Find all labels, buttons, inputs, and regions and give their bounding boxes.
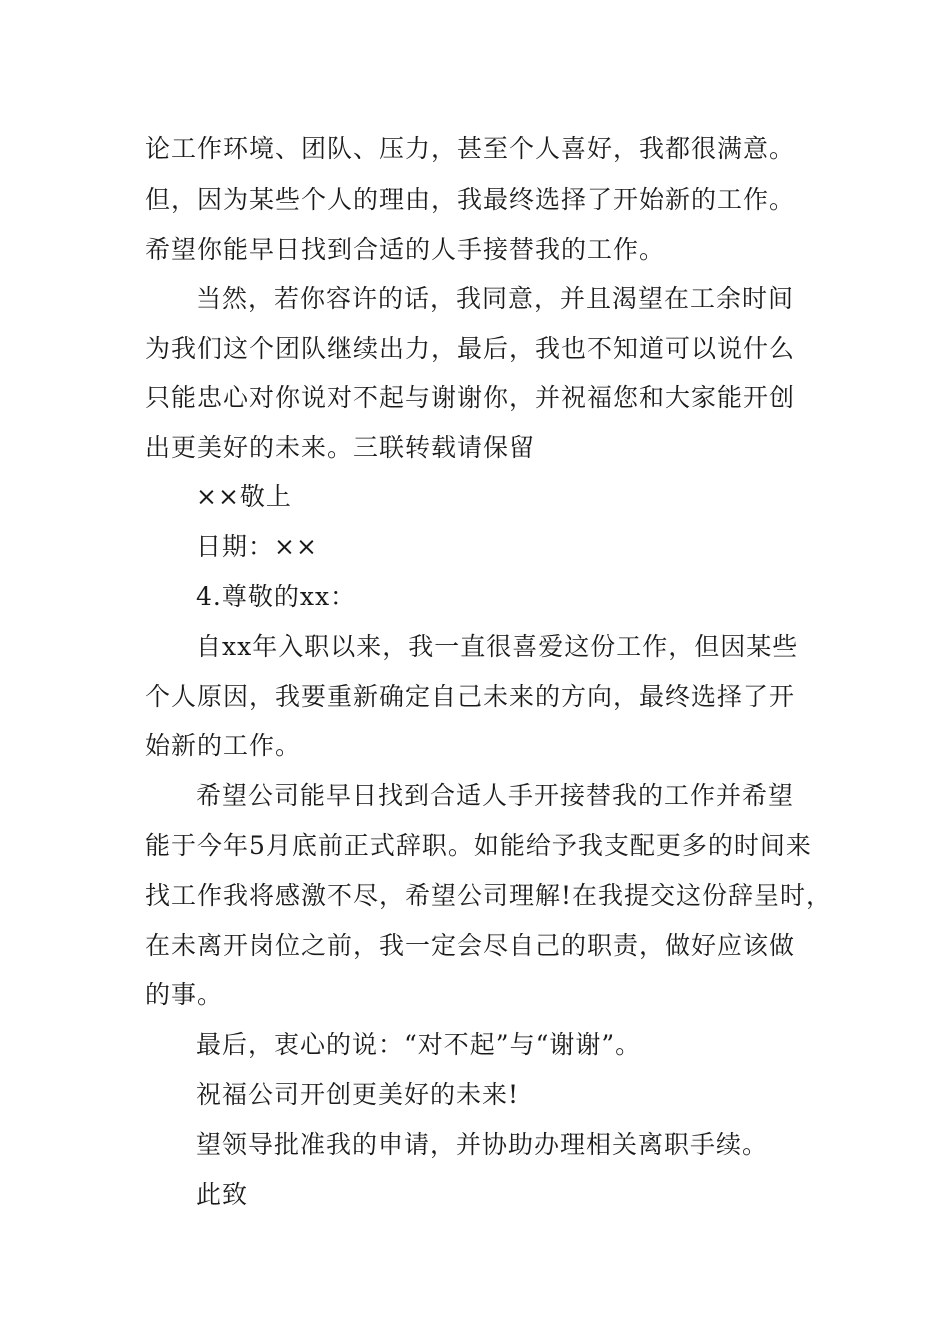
closing-line: 此致 (196, 1180, 249, 1209)
text-line: 的事。 (145, 980, 224, 1009)
text-line: 论工作环境、团队、压力，甚至个人喜好，我都很满意。 (145, 134, 796, 163)
text-line: 希望你能早日找到合适的人手接替我的工作。 (145, 235, 666, 264)
text-line: 最后，衷心的说：“对不起”与“谢谢”。 (196, 1030, 642, 1059)
text-line: 出更美好的未来。三联转载请保留 (145, 433, 536, 462)
text-line: 希望公司能早日找到合适人手开接替我的工作并希望 (196, 781, 795, 810)
text-line: 能于今年5月底前正式辞职。如能给予我支配更多的时间来 (145, 831, 812, 860)
signature-line: ××敬上 (196, 482, 292, 511)
text-line: 找工作我将感激不尽，希望公司理解!在我提交这份辞呈时， (145, 881, 833, 910)
text-line: 只能忠心对你说对不起与谢谢你，并祝福您和大家能开创 (145, 383, 796, 412)
section-heading: 4.尊敬的xx： (196, 582, 357, 611)
date-line: 日期：×× (196, 532, 318, 561)
text-line: 自xx年入职以来，我一直很喜爱这份工作，但因某些 (196, 632, 799, 661)
text-line: 但，因为某些个人的理由，我最终选择了开始新的工作。 (145, 185, 796, 214)
text-line: 当然，若你容许的话，我同意，并且渴望在工余时间 (196, 284, 795, 313)
text-line: 在未离开岗位之前，我一定会尽自己的职责，做好应该做 (145, 931, 796, 960)
text-line: 始新的工作。 (145, 731, 302, 760)
text-line: 个人原因，我要重新确定自己未来的方向，最终选择了开 (145, 682, 796, 711)
text-line: 祝福公司开创更美好的未来! (196, 1080, 520, 1109)
text-line: 为我们这个团队继续出力，最后，我也不知道可以说什么 (145, 334, 796, 363)
text-line: 望领导批准我的申请，并协助办理相关离职手续。 (196, 1130, 769, 1159)
